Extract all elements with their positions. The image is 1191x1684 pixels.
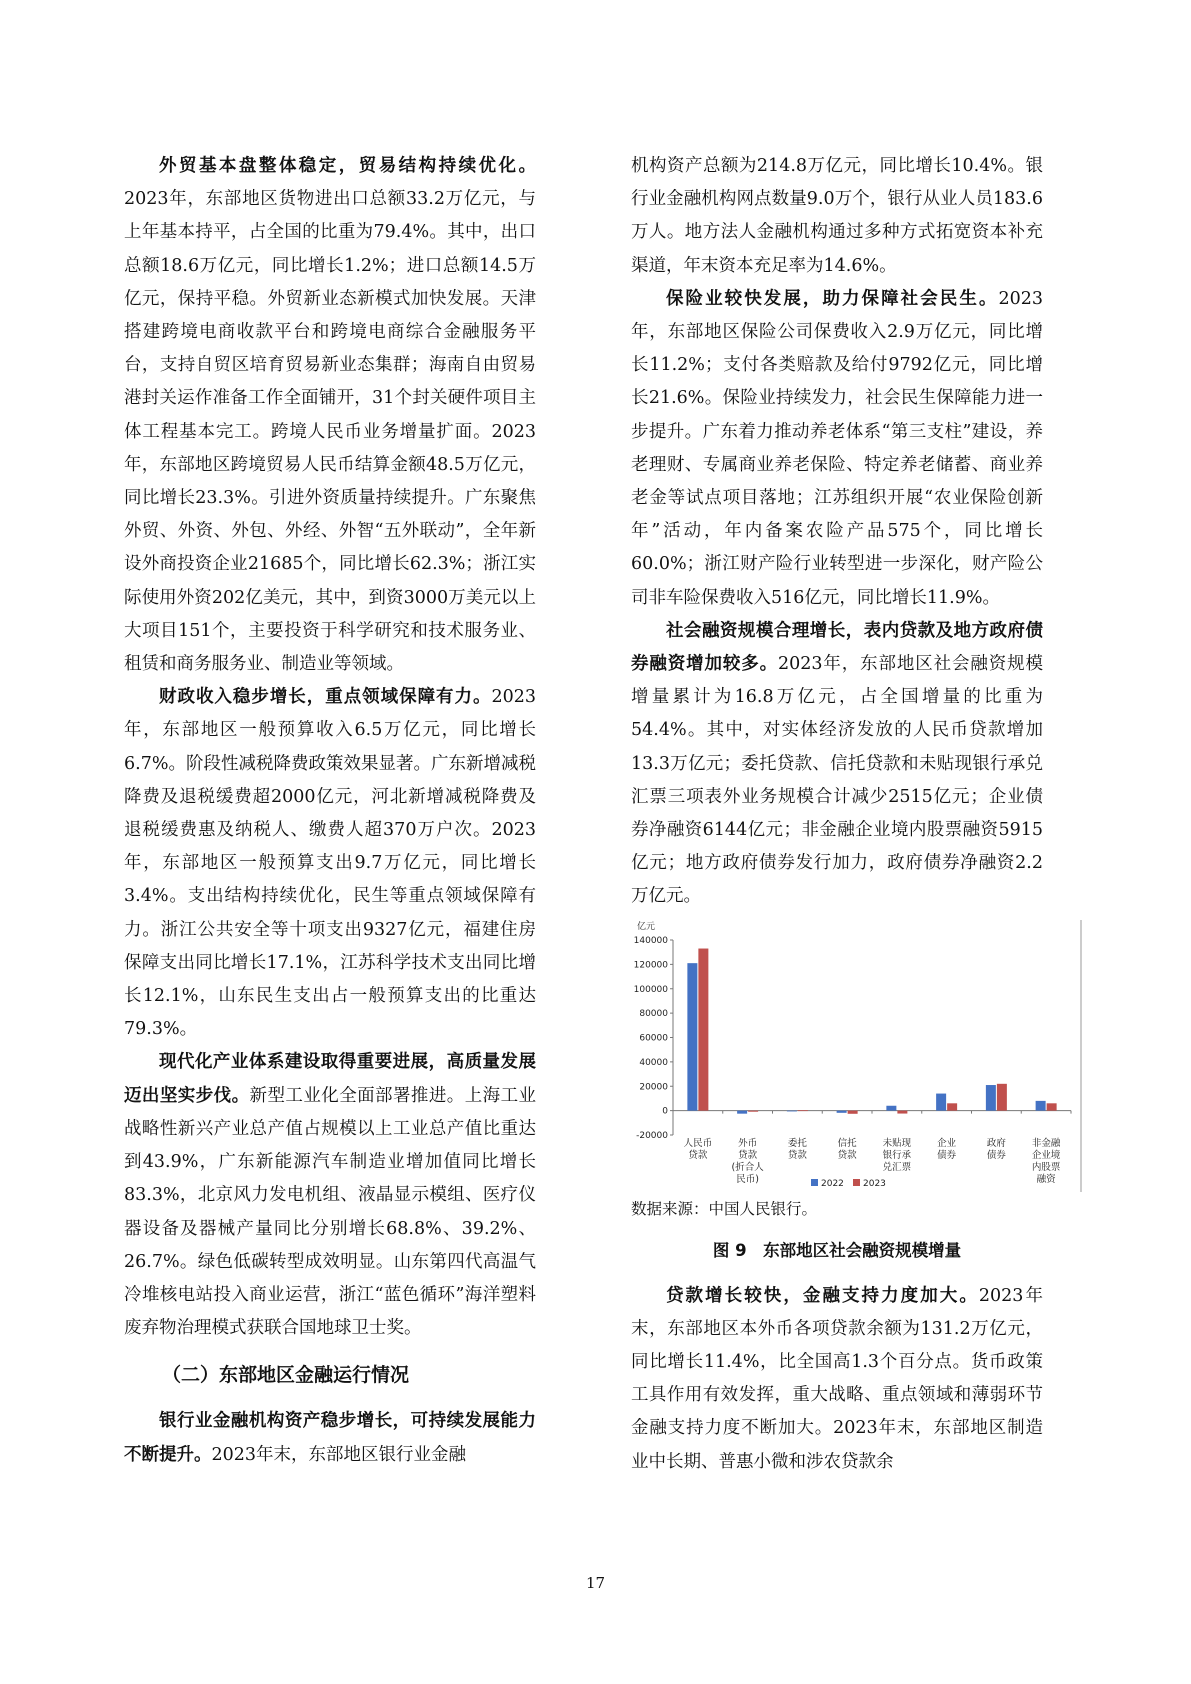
bar-2023: [748, 1110, 758, 1111]
y-tick-label: 80000: [639, 1008, 668, 1019]
x-tick-label: 债券: [937, 1149, 957, 1161]
legend-swatch-2022: [811, 1179, 818, 1186]
right-column: [631, 150, 1061, 1479]
x-tick-label: 委托: [787, 1137, 807, 1149]
legend-label-2023: 2023: [863, 1178, 886, 1189]
x-tick-label: 银行承: [882, 1149, 912, 1161]
bar-2022: [1036, 1101, 1046, 1111]
paragraph-loans: 贷款增长较快，金融支持力度加大。2023年末，东部地区本外币各项贷款余额为131.2万亿元，同比增长11.4%，比全国高1.3个百分点。货币政策工具作用有效发挥，重大战略、重点领域和薄弱环节金融支持力度不断加大。2023年末，东部地区制造业中长期、普惠小微和涉农贷款余: [631, 1285, 1043, 1472]
legend-label-2022: 2022: [821, 1178, 844, 1189]
x-tick-label: 政府: [986, 1137, 1006, 1149]
chart-caption: 图 9 东部地区社会融资规模增量: [712, 1240, 962, 1260]
x-tick-label: 人民币: [683, 1137, 713, 1149]
y-tick-label: 100000: [633, 984, 668, 995]
bar-2023: [997, 1083, 1007, 1110]
y-axis-unit: 亿元: [637, 921, 656, 932]
bar-2023: [947, 1103, 957, 1110]
paragraph-insurance: 保险业较快发展，助力保障社会民生。2023年，东部地区保险公司保费收入2.9万亿元，同比增长11.2%；支付各类赔款及给付9792亿元，同比增长21.6%。保险业持续发力，社会民生保障能力进一步提升。广东着力推动养老体系“第三支柱”建设，养老理财、专属商业养老保险、特定养老储蓄、商业养老金等试点项目落地；江苏组织开展“农业保险创新年”活动，年内备案农险产品575个，同比增长60.0%；浙江财产险行业转型进一步深化，财产险公司非车险保费收入516亿元，同比增长11.9%。: [631, 288, 1043, 608]
y-tick-label: 0: [662, 1106, 668, 1117]
x-tick-label: 兑汇票: [882, 1161, 912, 1173]
x-tick-label: 贷款: [738, 1149, 758, 1161]
paragraph-banking-cont: 机构资产总额为214.8万亿元，同比增长10.4%。银行业金融机构网点数量9.0万个，银行从业人员183.6万人。地方法人金融机构通过多种方式拓宽资本补充渠道，年末资本充足率为14.6%。: [631, 156, 1043, 276]
x-tick-label: 贷款: [688, 1149, 708, 1161]
x-tick-label: 贷款: [787, 1149, 807, 1161]
y-tick-label: -20000: [636, 1130, 668, 1141]
bar-2022: [986, 1085, 996, 1111]
bar-2023: [798, 1110, 808, 1111]
paragraph-banking: 银行业金融机构资产稳步增长，可持续发展能力不断提升。2023年末，东部地区银行业金融: [124, 1411, 536, 1465]
bar-2022: [687, 963, 697, 1110]
x-tick-label: (折合人: [731, 1161, 764, 1173]
bar-2022: [787, 1110, 797, 1111]
x-tick-label: 债券: [986, 1149, 1006, 1161]
paragraph-foreign-trade: 外贸基本盘整体稳定，贸易结构持续优化。2023年，东部地区货物进出口总额33.2万亿元，与上年基本持平，占全国的比重为79.4%。其中，出口总额18.6万亿元，同比增长1.2%；进口总额14.5万亿元，保持平稳。外贸新业态新模式加快发展。天津搭建跨境电商收款平台和跨境电商综合金融服务平台，支持自贸区培育贸易新业态集群；海南自由贸易港封关运作准备工作全面铺开，31个封关硬件项目主体工程基本完工。跨境人民币业务增量扩面。2023年，东部地区跨境贸易人民币结算金额48.5万亿元，同比增长23.3%。引进外资质量持续提升。广东聚焦外贸、外资、外包、外经、外智“五外联动”，全年新设外商投资企业21685个，同比增长62.3%；浙江实际使用外资202亿美元，其中，到资3000万美元以上大项目151个，主要投资于科学研究和技术服务业、租赁和商务服务业、制造业等领域。: [124, 156, 536, 675]
bar-2022: [936, 1093, 946, 1110]
x-tick-label: 企业: [937, 1137, 957, 1149]
y-tick-label: 60000: [639, 1033, 668, 1044]
chart-source: 数据来源：中国人民银行。: [631, 1199, 818, 1218]
bar-chart-svg: [621, 920, 1083, 1192]
x-tick-label: 融资: [1036, 1173, 1056, 1185]
x-tick-label: 企业境: [1031, 1149, 1061, 1161]
y-tick-label: 140000: [633, 935, 668, 946]
bar-2022: [737, 1110, 747, 1113]
legend-swatch-2023: [853, 1179, 860, 1186]
paragraph-industry: 现代化产业体系建设取得重要进展，高质量发展迈出坚实步伐。新型工业化全面部署推进。上海工业战略性新兴产业总产值占规模以上工业总产值比重达到43.9%，广东新能源汽车制造业增加值同比增长83.3%，北京风力发电机组、液晶显示模组、医疗仪器设备及器械产量同比分别增长68.8%、39.2%、26.7%。绿色低碳转型成效明显。山东第四代高温气冷堆核电站投入商业运营，浙江“蓝色循环”海洋塑料废弃物治理模式获联合国地球卫士奖。: [124, 1052, 537, 1339]
bar-2023: [698, 948, 708, 1110]
y-tick-label: 40000: [639, 1057, 668, 1068]
section-heading: （二）东部地区金融运行情况: [162, 1364, 410, 1387]
bar-2023: [848, 1110, 858, 1113]
bar-2023: [897, 1110, 907, 1113]
x-tick-label: 信托: [837, 1137, 857, 1149]
bar-2023: [1047, 1103, 1057, 1110]
paragraph-social-financing: 社会融资规模合理增长，表内贷款及地方政府债券融资增加较多。2023年，东部地区社会融资规模增量累计为16.8万亿元，占全国增量的比重为54.4%。其中，对实体经济发放的人民币贷款增加13.3万亿元；委托贷款、信托贷款和未贴现银行承兑汇票三项表外业务规模合计减少2515亿元；企业债券净融资6144亿元；非金融企业境内股票融资5915亿元；地方政府债券发行加力，政府债券净融资2.2万亿元。: [631, 620, 1043, 907]
paragraph-fiscal: 财政收入稳步增长，重点领域保障有力。2023年，东部地区一般预算收入6.5万亿元，同比增长6.7%。阶段性减税降费政策效果显著。广东新增减税降费及退税缓费超2000亿元，河北新增减税降费及退税缓费惠及纳税人、缴费人超370万户次。2023年，东部地区一般预算支出9.7万亿元，同比增长3.4%。支出结构持续优化，民生等重点领域保障有力。浙江公共安全等十项支出9327亿元，福建住房保障支出同比增长17.1%，江苏科学技术支出同比增长12.1%，山东民生支出占一般预算支出的比重达79.3%。: [124, 687, 536, 1040]
bar-2022: [886, 1105, 896, 1110]
left-column: [124, 150, 536, 1472]
x-tick-label: 非金融: [1031, 1137, 1061, 1149]
x-tick-label: 民币): [736, 1173, 759, 1185]
page-number: 17: [585, 1574, 606, 1592]
bar-2022: [837, 1110, 847, 1112]
y-tick-label: 120000: [633, 960, 668, 971]
x-tick-label: 贷款: [837, 1149, 857, 1161]
y-tick-label: 20000: [639, 1081, 668, 1092]
social-financing-chart: [621, 920, 1083, 1192]
x-tick-label: 未贴现: [882, 1137, 912, 1149]
x-tick-label: 内股票: [1031, 1161, 1061, 1173]
x-tick-label: 外币: [738, 1137, 758, 1149]
